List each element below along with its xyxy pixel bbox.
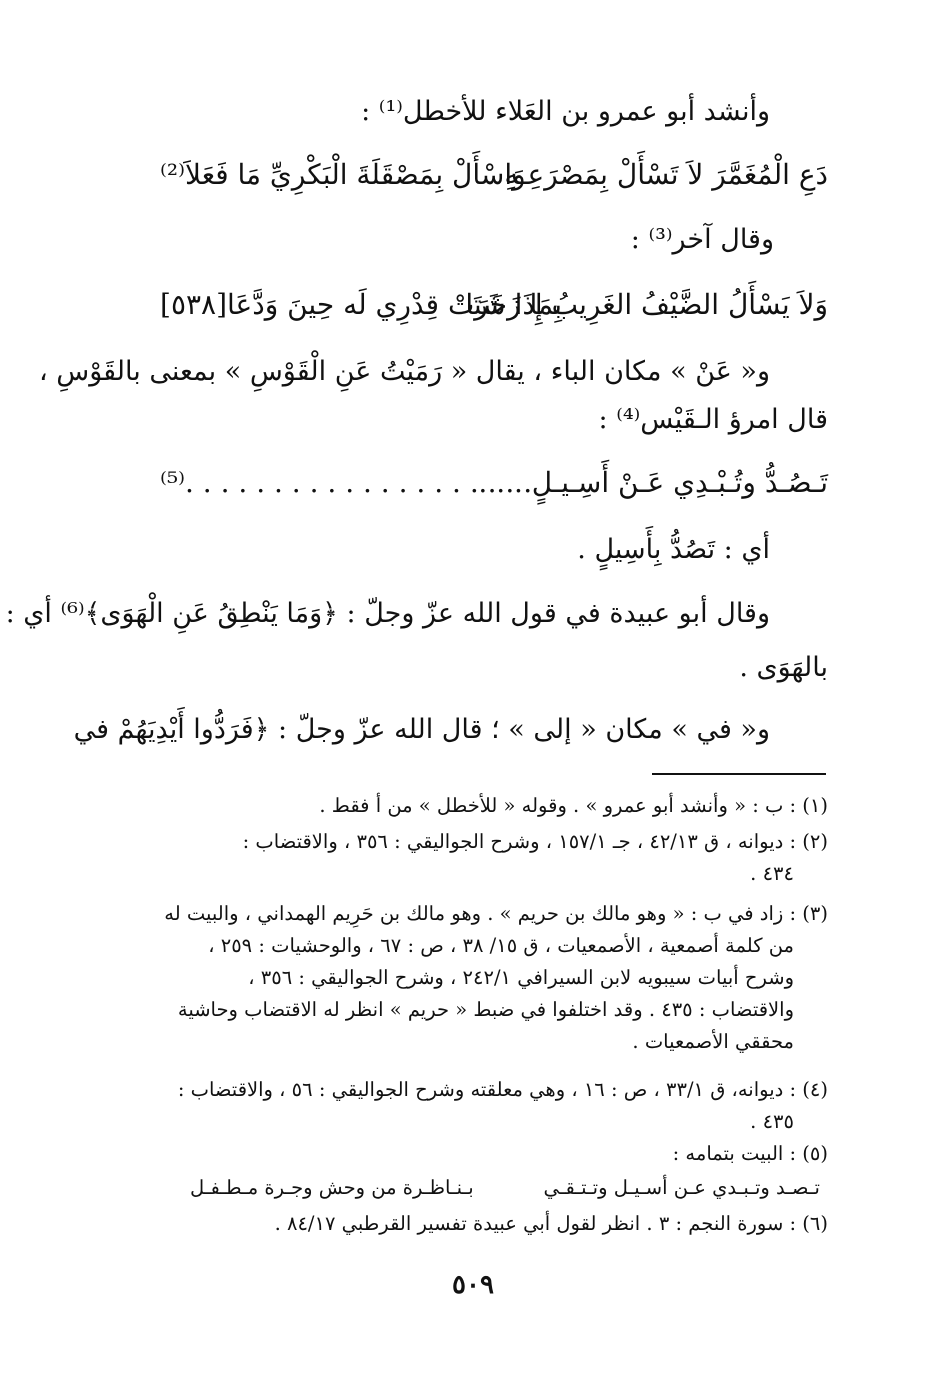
footnote-6: (٦) : سورة النجم : ٣ . انظر لقول أبي عبيدة تفسير القرطبي ٨٤/١٧ . bbox=[274, 1212, 828, 1235]
verse2-second-hemistich: بِمَا زَخَرَتْ قِدْرِي لَه حِينَ وَدَّعَا[٥٣٨] bbox=[160, 288, 563, 321]
footnote-3-line4: والاقتضاب : ٤٣٥ . وقد اختلفوا في ضبط « حريم » انظر له الاقتضاب وحاشية bbox=[177, 998, 794, 1021]
paragraph-fi-line: و« في » مكان « إلى » ؛ قال الله عزّ وجلّ : ﴿فَرَدُّوا أَيْدِيَهُمْ في bbox=[73, 714, 770, 745]
verse1-first-hemistich: دَعِ الْمُغَمَّرَ لاَ تَسْأَلْ بِمَصْرَعِـهِ bbox=[504, 158, 828, 191]
paragraph-abu-ubayda: وقال أبو عبيدة في قول الله عزّ وجلّ : ﴿وَمَا يَنْطِقُ عَنِ الْهَوَى﴾⁽⁶⁾ أي : bbox=[5, 598, 770, 629]
verse3-second-hemistich: . . . . . . . . . . . . . . . . . . . .⁽⁵⁾ bbox=[160, 466, 533, 499]
footnote-3-line2: من كلمة أصمعية ، الأصمعيات ، ق ١٥/ ٣٨ ، ص : ٦٧ ، والوحشيات : ٢٥٩ ، bbox=[208, 934, 794, 957]
footnote-separator bbox=[652, 773, 826, 775]
intro-line-imru-alqays: قال امرؤ الـقَيْس⁽⁴⁾ : bbox=[598, 404, 828, 435]
explanation-line: أي : تَصُدُّ بِأَسِيلٍ . bbox=[577, 534, 770, 565]
intro-line-akhtal: وأنشد أبو عمرو بن العَلاء للأخطل⁽¹⁾ : bbox=[361, 96, 770, 127]
footnote-5-verse-first-hemistich: تـصـد وتـبـدي عـن أسـيـل وتـتـقـي bbox=[543, 1176, 820, 1199]
footnote-5-verse-second-hemistich: بـنـاظـرة من وحش وجـرة مـطـفـل bbox=[190, 1176, 474, 1199]
verse2-first-hemistich: وَلاَ يَسْأَلُ الضَّيْفُ الغَرِيبُ إِذَا شَتَا bbox=[465, 288, 828, 321]
footnote-4-line1: (٤) : ديوانه، ق ٣٣/١ ، ص : ١٦ ، وهي معلقته وشرح الجواليقي : ٥٦ ، والاقتضاب : bbox=[177, 1078, 828, 1101]
verse3-first-hemistich: تَـصُـدُّ وتُـبْـدِي عَـنْ أَسِـيـلٍ . . . bbox=[478, 466, 828, 499]
paragraph-abu-ubayda-cont: بالهَوَى . bbox=[739, 652, 828, 683]
verse1-second-hemistich: وَاسْأَلْ بِمَصْقَلَةَ الْبَكْرِيِّ مَا فَعَلاَ⁽²⁾ bbox=[160, 158, 526, 191]
footnote-3-line3: وشرح أبيات سيبويه لابن السيرافي ٢٤٢/١ ، وشرح الجواليقي : ٣٥٦ ، bbox=[248, 966, 794, 989]
footnote-2-line1: (٢) : ديوانه ، ق ٤٢/١٣ ، جـ ١٥٧/١ ، وشرح الجواليقي : ٣٥٦ ، والاقتضاب : bbox=[242, 830, 828, 853]
page-number: ٥٠٩ bbox=[452, 1270, 494, 1300]
footnote-3-line5: محققي الأصمعيات . bbox=[632, 1030, 794, 1053]
footnote-1: (١) : ب : « وأنشد أبو عمرو » . وقوله « للأخطل » من أ فقط . bbox=[319, 794, 828, 817]
footnote-3-line1: (٣) : زاد في ب : « وهو مالك بن حريم » . وهو مالك بن حَرِيم الهمداني ، والبيت له bbox=[164, 902, 828, 925]
footnote-4-line2: ٤٣٥ . bbox=[750, 1110, 794, 1133]
footnote-5: (٥) : البيت بتمامه : bbox=[672, 1142, 828, 1165]
paragraph-an-line: و« عَنْ » مكان الباء ، يقال « رَمَيْتُ عَنِ الْقَوْسِ » بمعنى بالقَوْسِ ، bbox=[38, 356, 770, 387]
footnote-2-line2: ٤٣٤ . bbox=[750, 862, 794, 885]
intro-line-another: وقال آخر⁽³⁾ : bbox=[630, 224, 774, 255]
